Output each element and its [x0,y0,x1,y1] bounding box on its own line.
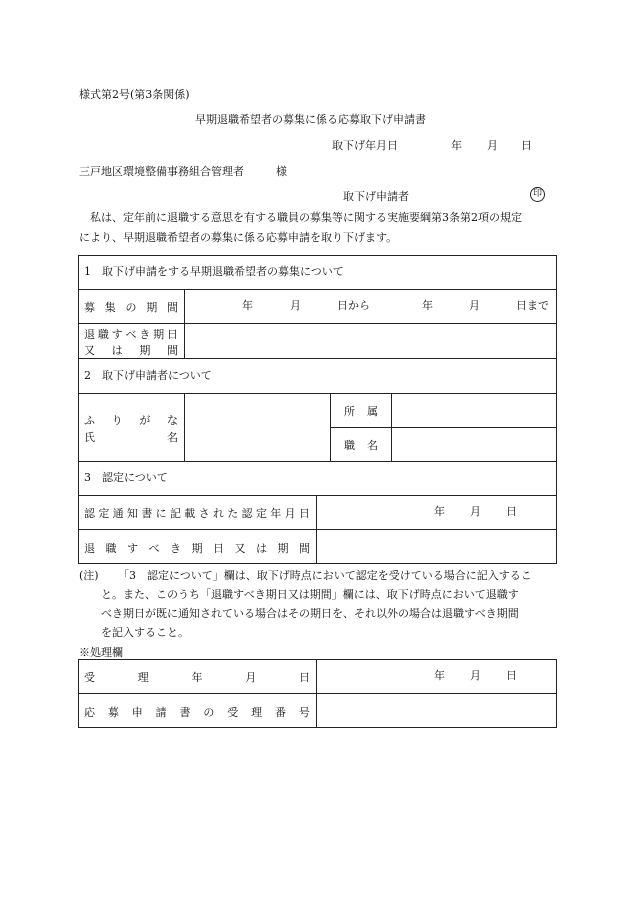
section-3-heading: 3 認定について [84,471,168,484]
date-year-label: 年 [451,139,462,152]
period-month2-label: 月 [469,299,480,312]
received-month-label: 月 [470,669,481,682]
date-day-label: 日 [521,139,532,152]
addressee: 三戸地区環境整備事務組合管理者 [79,165,244,178]
position-label: 職 名 [344,439,378,452]
furigana-label: ふ り が な [84,414,178,427]
section-1-heading: 1 取下げ申請をする早期退職希望者の募集について [84,265,344,278]
received-date-label: 受 理 年 月 日 [84,671,310,684]
applicant-label: 取下げ申請者 [343,190,409,203]
note-line-4: を記入すること。 [101,626,189,639]
name-label: 氏 名 [84,431,178,444]
received-year-label: 年 [434,669,445,682]
withdrawal-date-label: 取下げ年月日 [332,139,398,152]
cert-date-label: 認 定 通 知 書 に 記 載 さ れ た 認 定 年 月 日 [84,507,310,520]
period-year2-label: 年 [422,299,433,312]
retire-period-label: 退 職 す べ き 期 日 又 は 期 間 [84,542,310,555]
recruit-period-label: 募 集 の 期 間 [84,301,178,314]
note-prefix: (注) [79,569,99,582]
processing-heading: ※処理欄 [79,646,123,659]
retire-date-label-line2: 又 は 期 間 [84,344,178,357]
cert-day-label: 日 [506,505,517,518]
honorific: 様 [276,165,287,178]
intro-line-1: 私は、定年前に退職する意思を有する職員の募集等に関する実施要綱第3条第2項の規定 [90,211,522,224]
note-line-3: べき期日が既に通知されている場合はその期日を、それ以外の場合は退職すべき期間 [101,607,519,620]
period-year-label: 年 [242,299,253,312]
document-title: 早期退職希望者の募集に係る応募取下げ申請書 [195,113,426,126]
cert-month-label: 月 [470,505,481,518]
application-number-label: 応 募 申 請 書 の 受 理 番 号 [84,706,310,719]
intro-line-2: により、早期退職希望者の募集に係る応募申請を取り下げます。 [79,231,398,244]
date-month-label: 月 [487,139,498,152]
form-number: 様式第2号(第3条関係) [79,88,190,101]
period-from-label: 日から [337,299,370,312]
note-line-1: 「3 認定について」欄は、取下げ時点において認定を受けている場合に記入するこ [118,569,532,582]
cert-year-label: 年 [434,505,445,518]
affiliation-label: 所 属 [344,405,378,418]
period-to-label: 日まで [516,299,549,312]
period-month-label: 月 [290,299,301,312]
note-line-2: と。また、このうち「退職すべき期日又は期間」欄には、取下げ時点において退職す [101,588,519,601]
retire-date-label-line1: 退 職 す べ き 期 日 [84,328,178,341]
section-2-heading: 2 取下げ申請者について [84,369,212,382]
seal-icon: 印 [530,187,545,202]
received-day-label: 日 [506,669,517,682]
